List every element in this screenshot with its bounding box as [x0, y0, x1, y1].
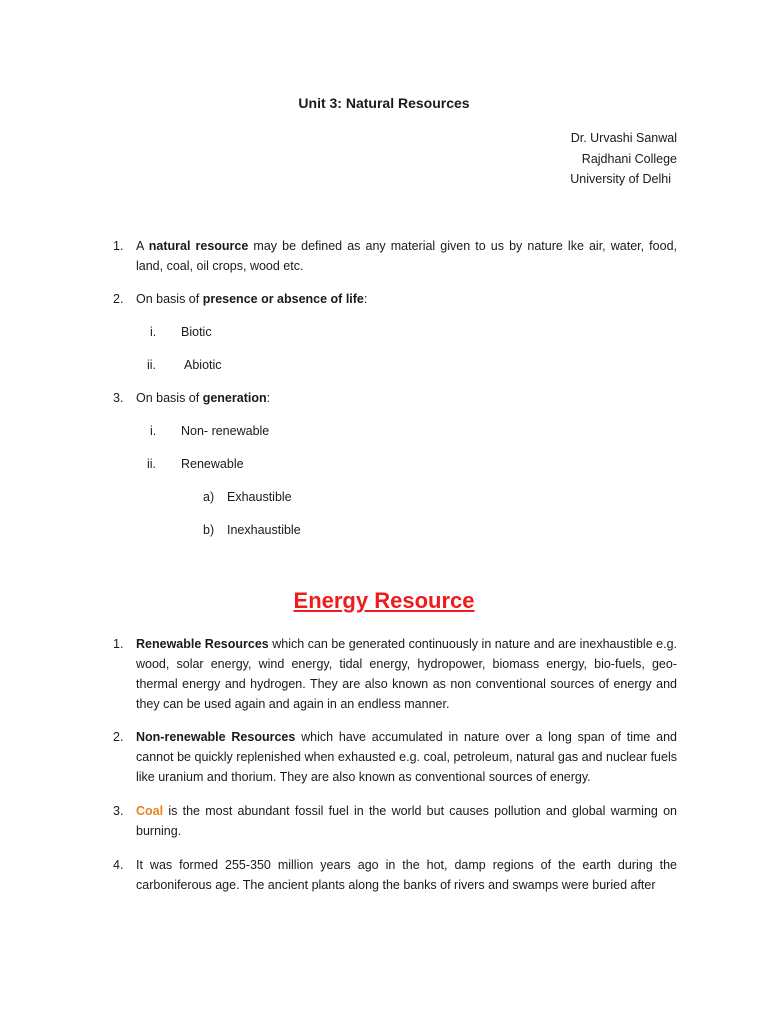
list-item	[136, 236, 677, 276]
sub-item: Renewable	[181, 457, 244, 471]
text-segment: On basis of	[136, 292, 203, 306]
text-segment: On basis of	[136, 391, 203, 405]
sub-item: Non- renewable	[181, 424, 270, 438]
page-title: Unit 3: Natural Resources	[298, 95, 470, 111]
list-number: 3.	[113, 804, 124, 818]
author-college: Rajdhani College	[581, 152, 677, 166]
list-number: 4.	[113, 858, 124, 872]
sub-marker: ii.	[147, 358, 157, 372]
text-segment: :	[266, 391, 271, 405]
subsub-marker: b)	[203, 523, 215, 537]
list-item	[136, 801, 677, 841]
list-number: 2.	[113, 730, 124, 744]
author-university: University of Delhi	[570, 172, 671, 186]
bold-term: presence or absence of life	[202, 292, 364, 306]
text-segment: which can be generated continuously in nature and are inexhaustible e.g. wood, solar energy, wind energy, tidal energy, hydropower, biomass energy, bio-fuels, geo-thermal energy and hydrogen. They are also known as non conventional sources of energy and they can be used again and again in an endless manner.	[136, 637, 677, 711]
list-number: 1.	[113, 637, 124, 651]
text-segment: is the most abundant fossil fuel in the world but causes pollution and global warming on burning.	[136, 804, 677, 838]
bold-term: generation	[202, 391, 267, 405]
subsub-marker: a)	[203, 490, 215, 504]
text-segment: may be defined as any material given to us by nature lke air, water, food, land, coal, oil crops, wood etc.	[136, 239, 677, 273]
list-item	[136, 634, 677, 714]
author-name: Dr. Urvashi Sanwal	[570, 131, 677, 145]
bold-term: Non-renewable Resources	[136, 730, 296, 744]
list-item	[136, 388, 677, 408]
sub-marker: i.	[150, 325, 157, 339]
sub-item: Biotic	[181, 325, 212, 339]
section-heading: Energy Resource	[293, 588, 475, 613]
bold-term: natural resource	[148, 239, 249, 253]
subsub-item: Inexhaustible	[227, 523, 301, 537]
bold-term: Renewable Resources	[136, 637, 269, 651]
list-number: 2.	[113, 292, 124, 306]
list-number: 3.	[113, 391, 124, 405]
list-item	[136, 289, 677, 309]
text-segment: which have accumulated in nature over a long span of time and cannot be quickly replenished when exhausted e.g. coal, petroleum, natural gas and nuclear fuels like uranium and thorium. They are also known as conventional sources of energy.	[136, 730, 677, 784]
highlight-term: Coal	[136, 804, 164, 818]
sub-marker: ii.	[147, 457, 157, 471]
subsub-item: Exhaustible	[227, 490, 292, 504]
text-segment: A	[136, 239, 149, 253]
sub-marker: i.	[150, 424, 157, 438]
sub-item: Abiotic	[184, 358, 222, 372]
list-item	[136, 727, 677, 787]
list-item: It was formed 255-350 million years ago in the hot, damp regions of the earth during the carboniferous age. The ancient plants along the banks of rivers and swamps were buried after	[136, 858, 677, 892]
text-segment: :	[363, 292, 368, 306]
list-number: 1.	[113, 239, 124, 253]
